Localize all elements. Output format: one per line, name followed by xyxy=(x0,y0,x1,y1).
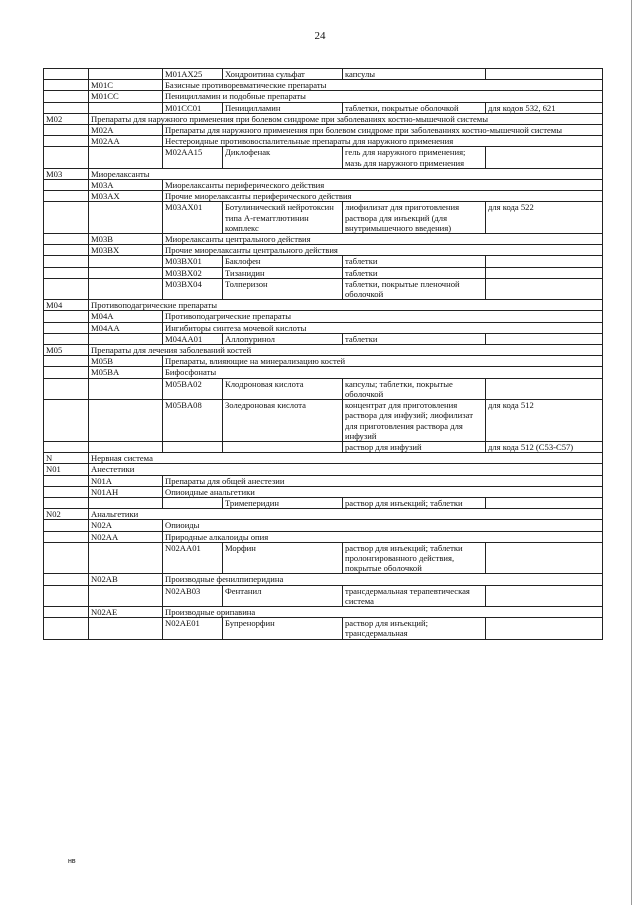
empty-cell xyxy=(44,400,89,442)
subgroup-code-cell: N02AE xyxy=(89,606,163,617)
group-code-cell: N xyxy=(44,453,89,464)
empty-cell xyxy=(44,278,89,299)
subgroup-name-cell: Прочие миорелаксанты центрального действия xyxy=(163,245,603,256)
table-row xyxy=(44,80,603,91)
table-row xyxy=(44,509,603,520)
prep-code-cell: M04AA01 xyxy=(163,333,223,344)
table-row xyxy=(44,180,603,191)
table-row xyxy=(44,464,603,475)
prep-code-cell xyxy=(163,497,223,508)
empty-cell xyxy=(89,400,163,442)
table-row xyxy=(44,191,603,202)
dosage-form-cell: таблетки xyxy=(343,333,486,344)
prep-code-cell: M05BA08 xyxy=(163,400,223,442)
empty-cell xyxy=(44,441,89,452)
subgroup-code-cell: M01CC xyxy=(89,91,163,102)
empty-cell xyxy=(89,69,163,80)
subgroup-name-cell: Миорелаксанты периферического действия xyxy=(163,180,603,191)
group-code-cell: M02 xyxy=(44,113,89,124)
table-row xyxy=(44,475,603,486)
empty-cell xyxy=(89,202,163,234)
subgroup-code-cell: M03A xyxy=(89,180,163,191)
prep-name-cell: Тримеперидин xyxy=(223,497,343,508)
empty-cell xyxy=(44,180,89,191)
note-cell xyxy=(486,69,603,80)
subgroup-code-cell: M04A xyxy=(89,311,163,322)
empty-cell xyxy=(44,367,89,378)
table-row xyxy=(44,125,603,136)
table-row xyxy=(44,168,603,179)
table-row xyxy=(44,378,603,399)
table-row xyxy=(44,585,603,606)
empty-cell xyxy=(89,333,163,344)
empty-cell xyxy=(44,378,89,399)
dosage-form-cell: концентрат для приготовления раствора для инфузий; лиофилизат для приготовления раствора для инфузий xyxy=(343,400,486,442)
empty-cell xyxy=(44,497,89,508)
subgroup-name-cell: Препараты для общей анестезии xyxy=(163,475,603,486)
prep-name-cell: Тизанидин xyxy=(223,267,343,278)
empty-cell xyxy=(44,542,89,574)
table-row xyxy=(44,245,603,256)
table-row xyxy=(44,356,603,367)
table-row xyxy=(44,542,603,574)
prep-name-cell: Бупренорфин xyxy=(223,618,343,639)
group-code-cell: N02 xyxy=(44,509,89,520)
dosage-form-cell: таблетки xyxy=(343,267,486,278)
subgroup-code-cell: N02AA xyxy=(89,531,163,542)
empty-cell xyxy=(44,311,89,322)
table-row xyxy=(44,91,603,102)
note-cell xyxy=(486,618,603,639)
prep-name-cell: Баклофен xyxy=(223,256,343,267)
table-row xyxy=(44,278,603,299)
note-cell: для кодов 532, 621 xyxy=(486,102,603,113)
subgroup-code-cell: M02A xyxy=(89,125,163,136)
group-code-cell: N01 xyxy=(44,464,89,475)
dosage-form-cell: таблетки, покрытые оболочкой xyxy=(343,102,486,113)
subgroup-name-cell: Производные фенилпиперидина xyxy=(163,574,603,585)
subgroup-code-cell: M04AA xyxy=(89,322,163,333)
dosage-form-cell: раствор для инфузий xyxy=(343,441,486,452)
table-row xyxy=(44,322,603,333)
empty-cell xyxy=(89,378,163,399)
table-row xyxy=(44,486,603,497)
empty-cell xyxy=(89,542,163,574)
dosage-form-cell: раствор для инъекций; таблетки пролонгированного действия, покрытые оболочкой xyxy=(343,542,486,574)
empty-cell xyxy=(44,256,89,267)
empty-cell xyxy=(44,191,89,202)
subgroup-code-cell: N02AB xyxy=(89,574,163,585)
empty-cell xyxy=(44,531,89,542)
empty-cell xyxy=(44,102,89,113)
table-row xyxy=(44,606,603,617)
subgroup-name-cell: Миорелаксанты центрального действия xyxy=(163,234,603,245)
empty-cell xyxy=(89,267,163,278)
group-code-cell: M04 xyxy=(44,300,89,311)
dosage-form-cell: таблетки, покрытые пленочной оболочкой xyxy=(343,278,486,299)
table-row xyxy=(44,520,603,531)
subgroup-name-cell: Опиоиды xyxy=(163,520,603,531)
prep-name-cell: Ботулинический нейротоксин типа А-гемагглютинин комплекс xyxy=(223,202,343,234)
empty-cell xyxy=(44,267,89,278)
prep-name-cell: Морфин xyxy=(223,542,343,574)
subgroup-name-cell: Ингибиторы синтеза мочевой кислоты xyxy=(163,322,603,333)
subgroup-code-cell: M03AX xyxy=(89,191,163,202)
group-name-cell: Препараты для наружного применения при болевом синдроме при заболеваниях костно-мышечной системы xyxy=(89,113,603,124)
note-cell xyxy=(486,267,603,278)
empty-cell xyxy=(89,256,163,267)
scan-edge-line xyxy=(631,0,632,905)
subgroup-name-cell: Опиоидные анальгетики xyxy=(163,486,603,497)
empty-cell xyxy=(44,234,89,245)
table-row xyxy=(44,69,603,80)
subgroup-code-cell: N02A xyxy=(89,520,163,531)
prep-code-cell: M01AX25 xyxy=(163,69,223,80)
empty-cell xyxy=(89,102,163,113)
subgroup-code-cell: M03B xyxy=(89,234,163,245)
table-row xyxy=(44,267,603,278)
empty-cell xyxy=(89,441,163,452)
empty-cell xyxy=(89,278,163,299)
prep-name-cell: Хондроитина сульфат xyxy=(223,69,343,80)
empty-cell xyxy=(44,322,89,333)
dosage-form-cell: капсулы; таблетки, покрытые оболочкой xyxy=(343,378,486,399)
group-name-cell: Миорелаксанты xyxy=(89,168,603,179)
table-row xyxy=(44,367,603,378)
page-number: 24 xyxy=(314,30,326,42)
subgroup-name-cell: Производные орипавина xyxy=(163,606,603,617)
empty-cell xyxy=(44,585,89,606)
empty-cell xyxy=(89,497,163,508)
table-row xyxy=(44,618,603,639)
dosage-form-cell: раствор для инъекций; трансдермальная xyxy=(343,618,486,639)
subgroup-code-cell: M01C xyxy=(89,80,163,91)
empty-cell xyxy=(44,520,89,531)
table-row xyxy=(44,300,603,311)
empty-cell xyxy=(44,80,89,91)
subgroup-name-cell: Пеницилламин и подобные препараты xyxy=(163,91,603,102)
subgroup-name-cell: Препараты, влияющие на минерализацию костей xyxy=(163,356,603,367)
empty-cell xyxy=(44,245,89,256)
group-code-cell: M03 xyxy=(44,168,89,179)
table-row xyxy=(44,574,603,585)
empty-cell xyxy=(44,475,89,486)
prep-name-cell: Диклофенак xyxy=(223,147,343,168)
prep-code-cell: M03BX01 xyxy=(163,256,223,267)
table-row xyxy=(44,531,603,542)
note-cell xyxy=(486,497,603,508)
note-cell xyxy=(486,378,603,399)
table-row xyxy=(44,453,603,464)
subgroup-name-cell: Бифосфонаты xyxy=(163,367,603,378)
subgroup-code-cell: M02AA xyxy=(89,136,163,147)
dosage-form-cell: лиофилизат для приготовления раствора для инъекций (для внутримышечного введения) xyxy=(343,202,486,234)
subgroup-name-cell: Природные алкалоиды опия xyxy=(163,531,603,542)
prep-code-cell: N02AA01 xyxy=(163,542,223,574)
empty-cell xyxy=(44,606,89,617)
empty-cell xyxy=(89,618,163,639)
note-cell xyxy=(486,542,603,574)
group-name-cell: Нервная система xyxy=(89,453,603,464)
prep-code-cell: M03AX01 xyxy=(163,202,223,234)
subgroup-name-cell: Нестероидные противовоспалительные препараты для наружного применения xyxy=(163,136,603,147)
note-cell xyxy=(486,256,603,267)
dosage-form-cell: таблетки xyxy=(343,256,486,267)
table-row xyxy=(44,333,603,344)
empty-cell xyxy=(44,69,89,80)
group-name-cell: Анальгетики xyxy=(89,509,603,520)
subgroup-code-cell: M05B xyxy=(89,356,163,367)
empty-cell xyxy=(89,147,163,168)
empty-cell xyxy=(44,147,89,168)
empty-cell xyxy=(44,356,89,367)
subgroup-code-cell: M05BA xyxy=(89,367,163,378)
prep-code-cell: M05BA02 xyxy=(163,378,223,399)
dosage-form-cell: трансдермальная терапевтическая система xyxy=(343,585,486,606)
table-row xyxy=(44,234,603,245)
table-row xyxy=(44,113,603,124)
prep-name-cell: Фентанил xyxy=(223,585,343,606)
prep-code-cell xyxy=(163,441,223,452)
note-cell xyxy=(486,585,603,606)
prep-code-cell: M03BX02 xyxy=(163,267,223,278)
table-row xyxy=(44,102,603,113)
subgroup-name-cell: Противоподагрические препараты xyxy=(163,311,603,322)
dosage-form-cell: раствор для инъекций; таблетки xyxy=(343,497,486,508)
prep-code-cell: M03BX04 xyxy=(163,278,223,299)
subgroup-code-cell: N01AH xyxy=(89,486,163,497)
note-cell xyxy=(486,147,603,168)
footer-mark: нв xyxy=(68,858,76,865)
group-name-cell: Препараты для лечения заболеваний костей xyxy=(89,345,603,356)
prep-name-cell: Пеницилламин xyxy=(223,102,343,113)
prep-code-cell: M01CC01 xyxy=(163,102,223,113)
table-row xyxy=(44,136,603,147)
table-row xyxy=(44,256,603,267)
table-row xyxy=(44,345,603,356)
table-row xyxy=(44,400,603,442)
note-cell xyxy=(486,333,603,344)
prep-code-cell: N02AB03 xyxy=(163,585,223,606)
drug-list-table xyxy=(43,68,603,640)
subgroup-name-cell: Прочие миорелаксанты периферического действия xyxy=(163,191,603,202)
prep-name-cell: Золедроновая кислота xyxy=(223,400,343,442)
empty-cell xyxy=(44,574,89,585)
empty-cell xyxy=(44,136,89,147)
group-name-cell: Анестетики xyxy=(89,464,603,475)
subgroup-name-cell: Базисные противоревматические препараты xyxy=(163,80,603,91)
table-row xyxy=(44,202,603,234)
prep-name-cell: Клодроновая кислота xyxy=(223,378,343,399)
prep-code-cell: M02AA15 xyxy=(163,147,223,168)
prep-name-cell: Аллопуринол xyxy=(223,333,343,344)
prep-code-cell: N02AE01 xyxy=(163,618,223,639)
prep-name-cell: Толперизон xyxy=(223,278,343,299)
empty-cell xyxy=(44,333,89,344)
note-cell xyxy=(486,278,603,299)
table-row xyxy=(44,441,603,452)
group-code-cell: M05 xyxy=(44,345,89,356)
empty-cell xyxy=(44,91,89,102)
group-name-cell: Противоподагрические препараты xyxy=(89,300,603,311)
note-cell: для кода 512 xyxy=(486,400,603,442)
empty-cell xyxy=(44,618,89,639)
note-cell: для кода 522 xyxy=(486,202,603,234)
prep-name-cell xyxy=(223,441,343,452)
table-row xyxy=(44,497,603,508)
empty-cell xyxy=(44,202,89,234)
dosage-form-cell: гель для наружного применения; мазь для наружного применения xyxy=(343,147,486,168)
empty-cell xyxy=(89,585,163,606)
note-cell: для кода 512 (C53-C57) xyxy=(486,441,603,452)
subgroup-code-cell: N01A xyxy=(89,475,163,486)
subgroup-code-cell: M03BX xyxy=(89,245,163,256)
table-row xyxy=(44,147,603,168)
subgroup-name-cell: Препараты для наружного применения при болевом синдроме при заболеваниях костно-мышечной системы xyxy=(163,125,603,136)
empty-cell xyxy=(44,125,89,136)
empty-cell xyxy=(44,486,89,497)
table-row xyxy=(44,311,603,322)
dosage-form-cell: капсулы xyxy=(343,69,486,80)
